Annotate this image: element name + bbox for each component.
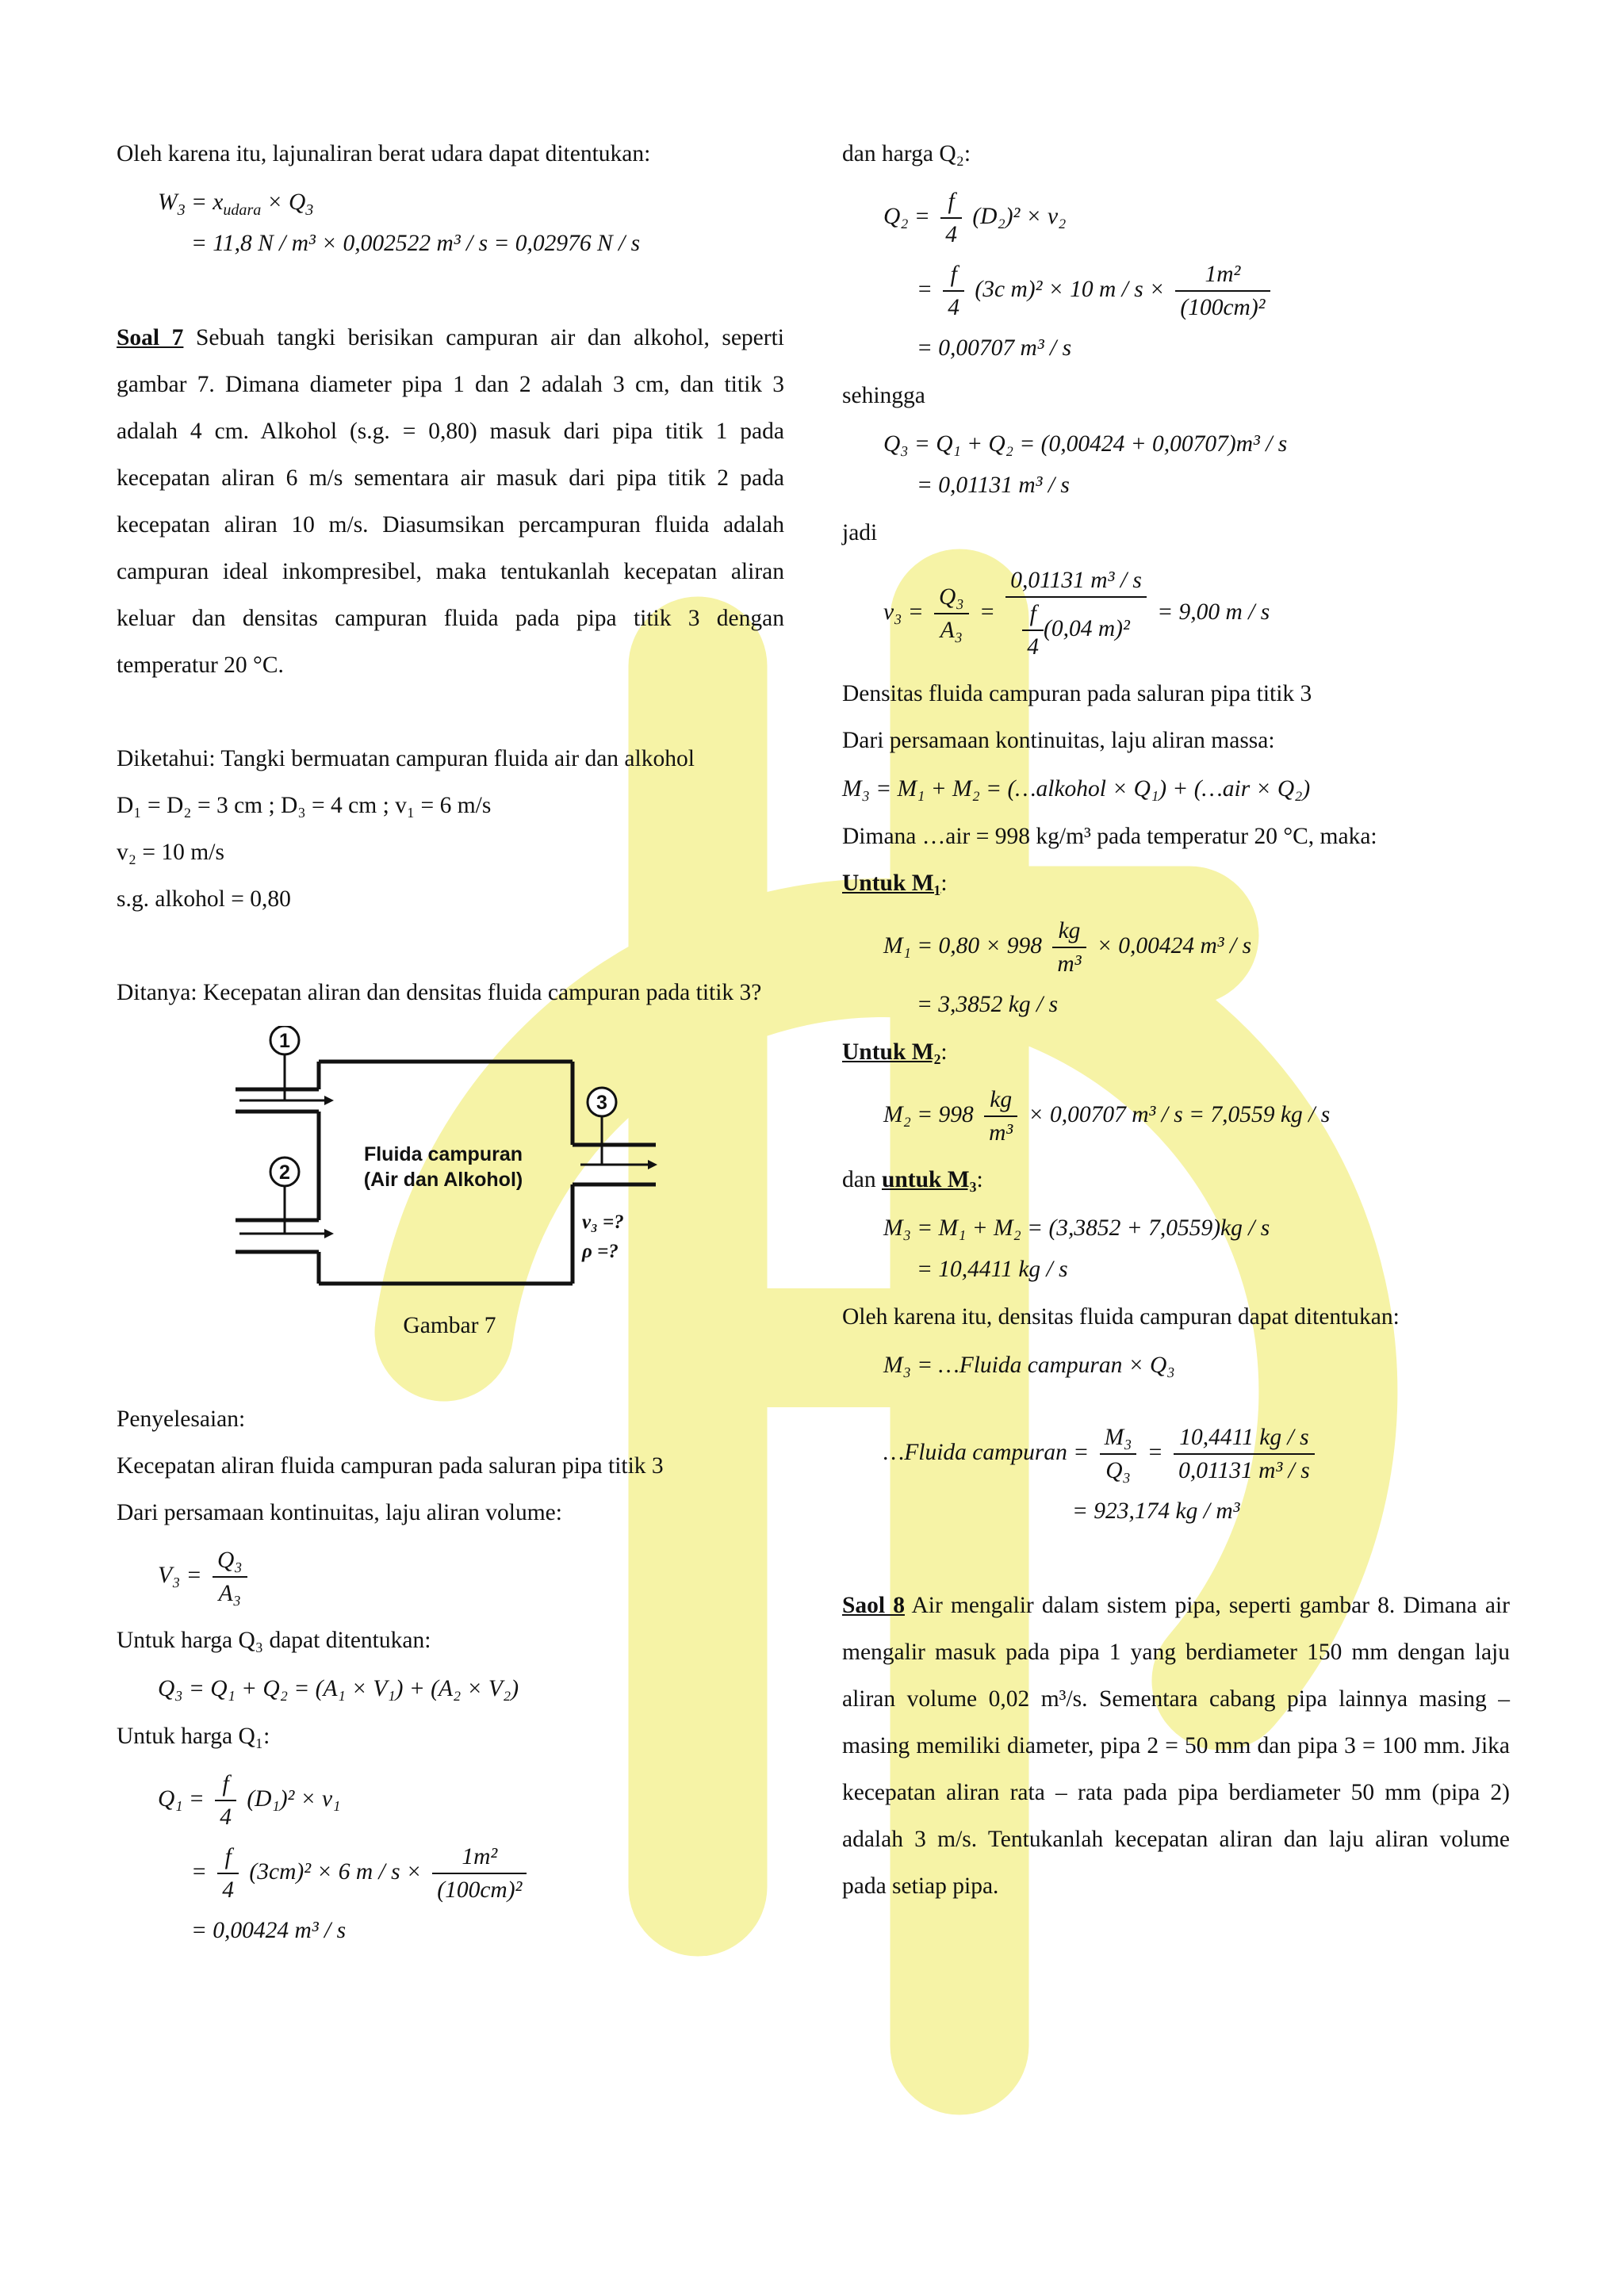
w3-rhs-sub: udara (223, 201, 262, 219)
soal7-paragraph (117, 315, 784, 689)
rho-den1: Q₃ (1105, 1458, 1131, 1483)
m2-b: × 0,00707 m³ / s (1028, 1101, 1183, 1127)
m1-b: × 0,00424 m³ / s (1096, 932, 1252, 959)
soal7-label: Soal 7 (117, 325, 184, 350)
m2-heading: Untuk M₂: (842, 1039, 948, 1065)
m3-heading-prefix: dan (842, 1167, 882, 1192)
m1-result: = 3,3852 kg / s (917, 992, 1059, 1017)
q2-frac-den: 4 (945, 222, 957, 247)
m2-result: = 7,0559 kg / s (1189, 1101, 1331, 1127)
q1-equation (117, 1768, 784, 1833)
v3-velocity-result: = 9,00 m / s (1157, 599, 1270, 625)
q1-rest: (D₁)² × v₁ (247, 1785, 341, 1812)
m2-frac-den: m³ (989, 1120, 1013, 1146)
q2-conv-den: (100cm)² (1180, 295, 1266, 320)
q2-mid: (3c m)² × 10 m / s (975, 276, 1143, 302)
rho-equation: …Fluida campuran = $\frac{\text{M₃}}{\text{Q₃}}$ = $\frac{10,4411 kg / s}{\text{0,01131 m³ / s}}$ (842, 1422, 1510, 1487)
kecepatan-heading: Kecepatan aliran fluida campuran pada saluran pipa titik 3 (117, 1453, 664, 1479)
v3-velocity-den: A₃ (940, 618, 963, 643)
m2-heading-label: Untuk M₂ (842, 1039, 941, 1065)
q1-lhs: Q₁ = (158, 1785, 205, 1812)
arrow-right-icon (324, 1229, 334, 1238)
fluid-label: Fluida campuran (363, 1143, 523, 1165)
m1-frac-num: kg (1052, 915, 1086, 948)
m1-heading: Untuk M₁: (842, 871, 948, 896)
point-1-label: 1 (279, 1030, 290, 1052)
q1-result: = 0,00424 m³ / s (191, 1918, 347, 1943)
given-line-2: v₂ = 10 m/s (117, 840, 224, 865)
q2-intro: dan harga Q₂: (842, 141, 971, 166)
saol8-text: Air mengalir dalam sistem pipa, seperti gambar 8. Dimana air mengalir masuk pada pipa 1 yang berdiameter 150 mm dengan laju aliran volume 0,02 m³/s. Sementara cabang pipa lainnya masing – masing memiliki diameter, pipa 2 = 50 mm dan pipa 3 = 100 mm. Jika kecepatan aliran rata – rata pada pipa berdiameter 50 mm (pipa 2) adalah 3 m/s. Tentukanlah kecepatan aliran dan laju aliran volume pada setiap pipa. (842, 1593, 1510, 1899)
q2-frac-num: f (940, 186, 962, 219)
point-3-label: 3 (596, 1092, 607, 1114)
left-column (117, 131, 784, 1955)
q2-result: = 0,00707 m³ / s (917, 335, 1072, 361)
m2-frac-num: kg (984, 1084, 1017, 1117)
q3-sum-result: = 0,01131 m³ / s (917, 473, 1070, 498)
dimana-text: Dimana …air = 998 kg/m³ pada temperatur 20 °C, maka: (842, 824, 1377, 849)
q2-rest: (D₂)² × v₂ (972, 203, 1067, 229)
m3-rho-equation: M₃ = …Fluida campuran × Q₃ (883, 1353, 1175, 1378)
v3-den: A₃ (218, 1581, 241, 1606)
v3-unknown: v₃ =? (582, 1211, 624, 1233)
m1-equation (842, 915, 1510, 980)
rho-num1: M₃ (1100, 1422, 1137, 1455)
m3-sum-result: = 10,4411 kg / s (917, 1257, 1068, 1282)
w3-rhs2-sub: 3 (305, 201, 314, 219)
q1-intro: Untuk harga Q₁: (117, 1724, 270, 1749)
q1-conv-num: 1m² (432, 1841, 527, 1874)
v3-value-f: f (1022, 598, 1044, 631)
rho-unknown: ρ =? (582, 1241, 619, 1262)
m2-a: 998 (938, 1101, 974, 1127)
sehingga-text: sehingga (842, 383, 925, 408)
v3-value-num: 0,01131 m³ / s (1005, 564, 1147, 598)
oleh-text: Oleh karena itu, densitas fluida campuran dapat ditentukan: (842, 1304, 1400, 1330)
fluid-sub-label: (Air dan Alkohol) (363, 1169, 523, 1191)
jadi-text: jadi (842, 520, 878, 545)
w3-equation (117, 186, 784, 219)
q1-conv-den: (100cm)² (437, 1877, 523, 1903)
q1-frac-num: f (215, 1768, 236, 1801)
q2-expansion: = $\frac{f}{4}$ (3c m)² × 10 m / s × $\frac{\text{1m²}}{\text{(100cm)²}}$ (842, 258, 1510, 323)
m2-equation (842, 1084, 1510, 1149)
v3-velocity-lhs: v₃ = (883, 599, 924, 625)
w3-rhs: = x (190, 189, 224, 215)
tank-diagram (236, 1026, 664, 1299)
rho-num2: 10,4411 kg / s (1174, 1422, 1315, 1455)
right-column (842, 131, 1510, 1910)
q1-frac-den: 4 (220, 1804, 232, 1830)
q1-eq-sign: = (191, 1858, 207, 1885)
v3-value-4: 4 (1027, 634, 1040, 660)
rho-den2: 0,01131 m³ / s (1178, 1458, 1310, 1483)
m1-frac-den: m³ (1057, 951, 1082, 977)
continuity-volume-text: Dari persamaan kontinuitas, laju aliran volume: (117, 1500, 562, 1525)
q1-expansion: = $\frac{f}{4}$ (3cm)² × 6 m / s × $\frac{\text{1m²}}{\text{(100cm)²}}$ (117, 1841, 784, 1906)
arrow-right-icon (324, 1096, 334, 1105)
v3-value-den: (0,04 m)² (1044, 615, 1130, 641)
m2-lhs: M₂ = (883, 1101, 933, 1127)
figure-caption: Gambar 7 (403, 1313, 496, 1338)
m3-heading: dan untuk M₃: (842, 1167, 983, 1192)
m1-heading-label: Untuk M₁ (842, 871, 941, 896)
v3-velocity-num: Q₃ (934, 581, 969, 614)
point-2-label: 2 (279, 1161, 290, 1184)
saol8-paragraph (842, 1582, 1510, 1910)
q2-lhs: Q₂ = (883, 203, 930, 229)
w3-rhs2: × Q (266, 189, 306, 215)
w3-sub: 3 (177, 201, 186, 219)
q2-equation (842, 186, 1510, 251)
q3-equation: Q₃ = Q₁ + Q₂ = (A₁ × V₁) + (A₂ × V₂) (158, 1676, 519, 1701)
arrow-right-icon (648, 1160, 657, 1169)
figure-7 (236, 1026, 664, 1349)
q2-conv-num: 1m² (1175, 258, 1270, 292)
v3-num: Q₃ (213, 1544, 247, 1578)
saol8-label: Saol 8 (842, 1593, 905, 1618)
q3-sum: Q₃ = Q₁ + Q₂ = (0,00424 + 0,00707)m³ / s (883, 431, 1288, 457)
v3-equation (117, 1544, 784, 1609)
given-line-1: D₁ = D₂ = 3 cm ; D₃ = 4 cm ; v₁ = 6 m/s (117, 793, 492, 818)
rho-result: = 923,174 kg / m³ (1072, 1498, 1240, 1524)
v3-velocity-equation: v₃ = $\frac{\text{Q₃}}{\text{A₃}}$ = 0,01131 m³ / s $\frac{f}{4}$ (0,04 m)² = 9,00 m / s (842, 564, 1510, 663)
m1-a: 0,80 × 998 (938, 932, 1043, 959)
given-line-3: s.g. alkohol = 0,80 (117, 886, 291, 912)
q2-eq-sign: = (917, 276, 933, 302)
w3-result: = 11,8 N / m³ × 0,002522 m³ / s = 0,02976 N / s (191, 231, 641, 256)
q1-mid: (3cm)² × 6 m / s (249, 1858, 400, 1885)
rho-lhs: …Fluida campuran = (883, 1439, 1090, 1465)
penyelesaian-label: Penyelesaian: (117, 1406, 246, 1432)
m3-sum: M₃ = M₁ + M₂ = (3,3852 + 7,0559)kg / s (883, 1215, 1270, 1241)
intro-text: Oleh karena itu, lajunaliran berat udara dapat ditentukan: (117, 141, 651, 166)
m3-equation: M₃ = M₁ + M₂ = (…alkohol × Q₁) + (…air × Q₂) (842, 776, 1311, 802)
w3-symbol: W (158, 189, 178, 215)
q3-intro: Untuk harga Q₃ dapat ditentukan: (117, 1628, 431, 1653)
m1-lhs: M₁ = (883, 932, 933, 959)
diketahui-text: Diketahui: Tangki bermuatan campuran fluida air dan alkohol (117, 746, 695, 771)
v3-lhs: V₃ = (158, 1562, 202, 1588)
soal7-text: Sebuah tangki berisikan campuran air dan alkohol, seperti gambar 7. Dimana diameter pipa 1 dan 2 adalah 3 cm, dan titik 3 adalah 4 cm. Alkohol (s.g. = 0,80) masuk dari pipa titik 1 pada kecepatan aliran 6 m/s sementara air masuk dari pipa titik 2 pada kecepatan aliran 10 m/s. Diasumsikan percampuran fluida adalah campuran ideal inkompresibel, maka tentukanlah kecepatan aliran keluar dan densitas campuran fluida pada pipa titik 3 dengan temperatur 20 °C. (117, 325, 784, 678)
m3-heading-label: untuk M₃ (881, 1167, 977, 1192)
densitas-heading: Densitas fluida campuran pada saluran pipa titik 3 (842, 681, 1312, 706)
continuity-mass-text: Dari persamaan kontinuitas, laju aliran massa: (842, 728, 1275, 753)
ditanya-text: Ditanya: Kecepatan aliran dan densitas fluida campuran pada titik 3? (117, 980, 762, 1005)
